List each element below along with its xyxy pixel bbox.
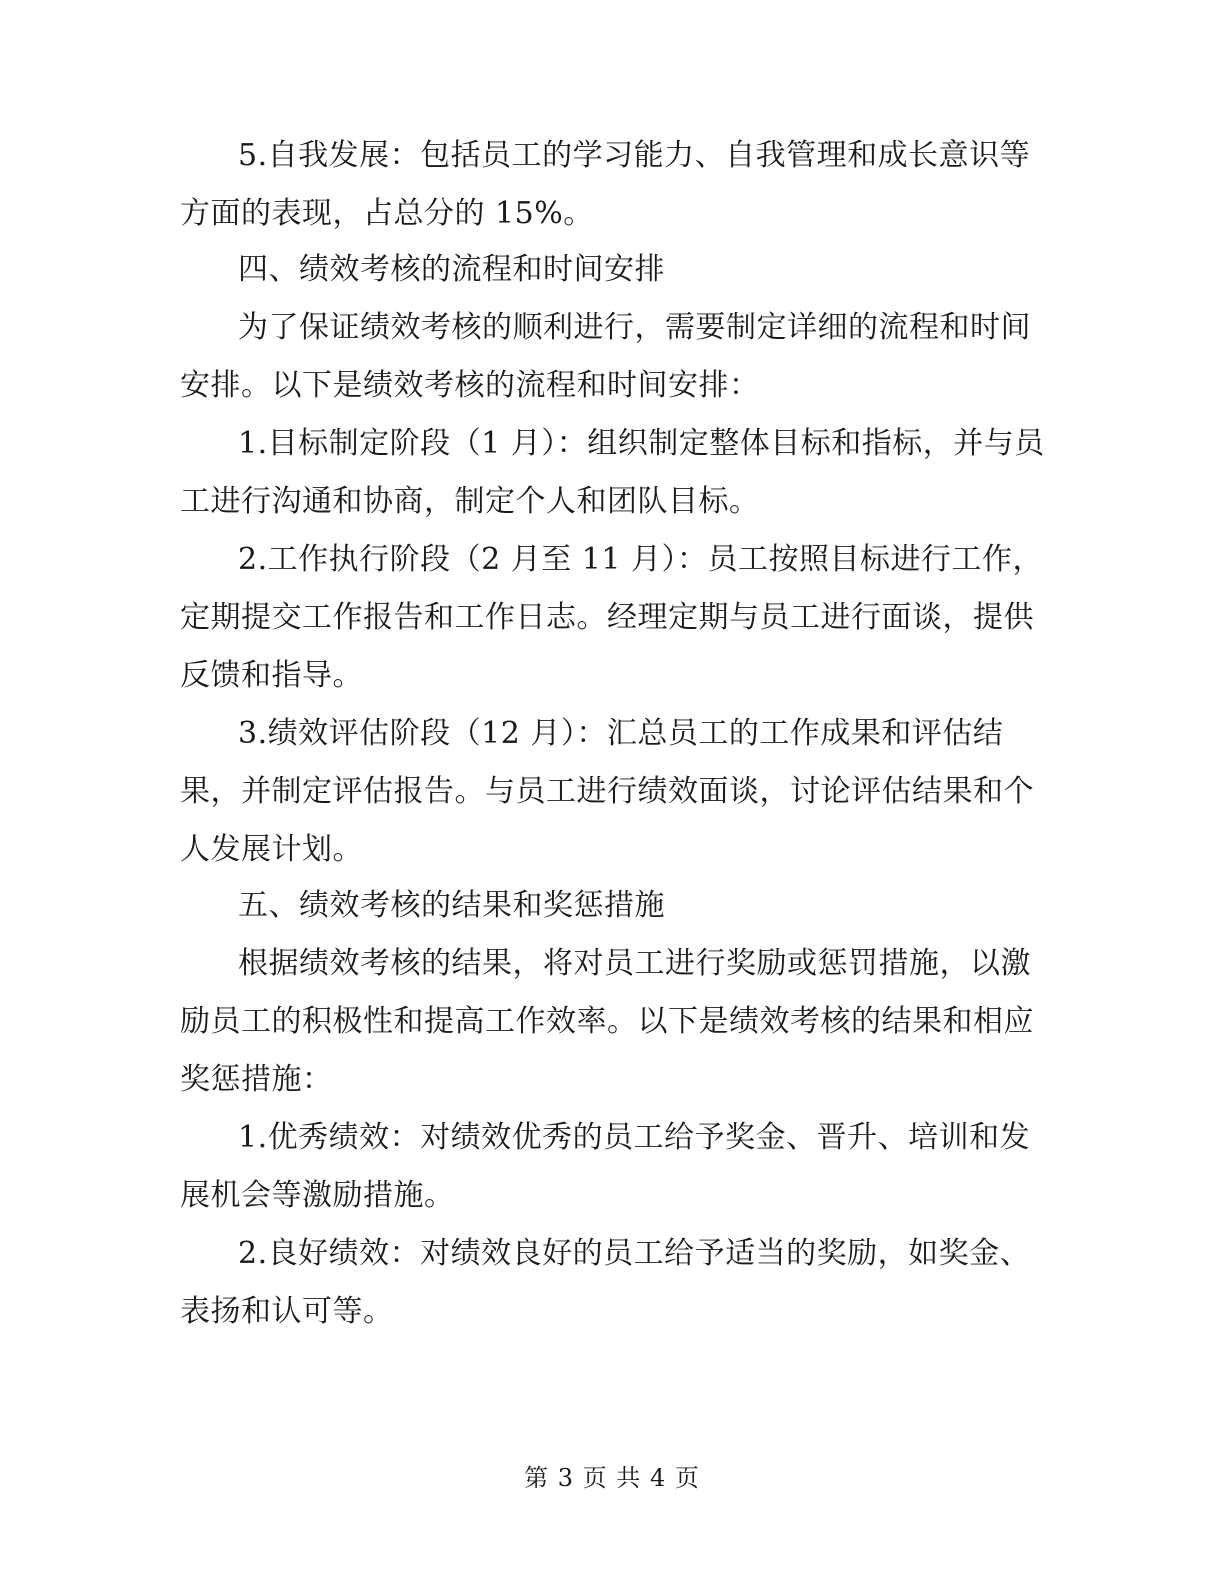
text-line: 方面的表现，占总分的 15%。 [180,196,594,231]
text-line: 5.自我发展：包括员工的学习能力、自我管理和成长意识等 [238,138,1031,173]
text-line: 为了保证绩效考核的顺利进行，需要制定详细的流程和时间 [238,310,1031,345]
text-line: 励员工的积极性和提高工作效率。以下是绩效考核的结果和相应 [180,1004,1034,1039]
page-number-footer: 第 3 页 共 4 页 [524,1464,700,1492]
text-line: 定期提交工作报告和工作日志。经理定期与员工进行面谈，提供 [180,600,1034,635]
section-heading: 五、绩效考核的结果和奖惩措施 [238,888,665,923]
text-line: 展机会等激励措施。 [180,1178,455,1213]
text-line: 根据绩效考核的结果，将对员工进行奖励或惩罚措施，以激 [238,946,1031,981]
text-line: 表扬和认可等。 [180,1294,394,1329]
text-line: 1.优秀绩效：对绩效优秀的员工给予奖金、晋升、培训和发 [238,1120,1031,1155]
text-line: 2.工作执行阶段（2 月至 11 月）：员工按照目标进行工作， [238,542,1043,577]
text-line: 人发展计划。 [180,832,363,867]
text-line: 工进行沟通和协商，制定个人和团队目标。 [180,484,760,519]
text-line: 3.绩效评估阶段（12 月）：汇总员工的工作成果和评估结 [238,716,1004,751]
text-line: 安排。以下是绩效考核的流程和时间安排： [180,368,760,403]
text-line: 1.目标制定阶段（1 月）：组织制定整体目标和指标，并与员 [238,426,1045,461]
section-heading: 四、绩效考核的流程和时间安排 [238,252,665,287]
text-line: 2.良好绩效：对绩效良好的员工给予适当的奖励，如奖金、 [238,1236,1031,1271]
text-line: 反馈和指导。 [180,658,363,693]
text-line: 奖惩措施： [180,1062,333,1097]
text-line: 果，并制定评估报告。与员工进行绩效面谈，讨论评估结果和个 [180,774,1034,809]
